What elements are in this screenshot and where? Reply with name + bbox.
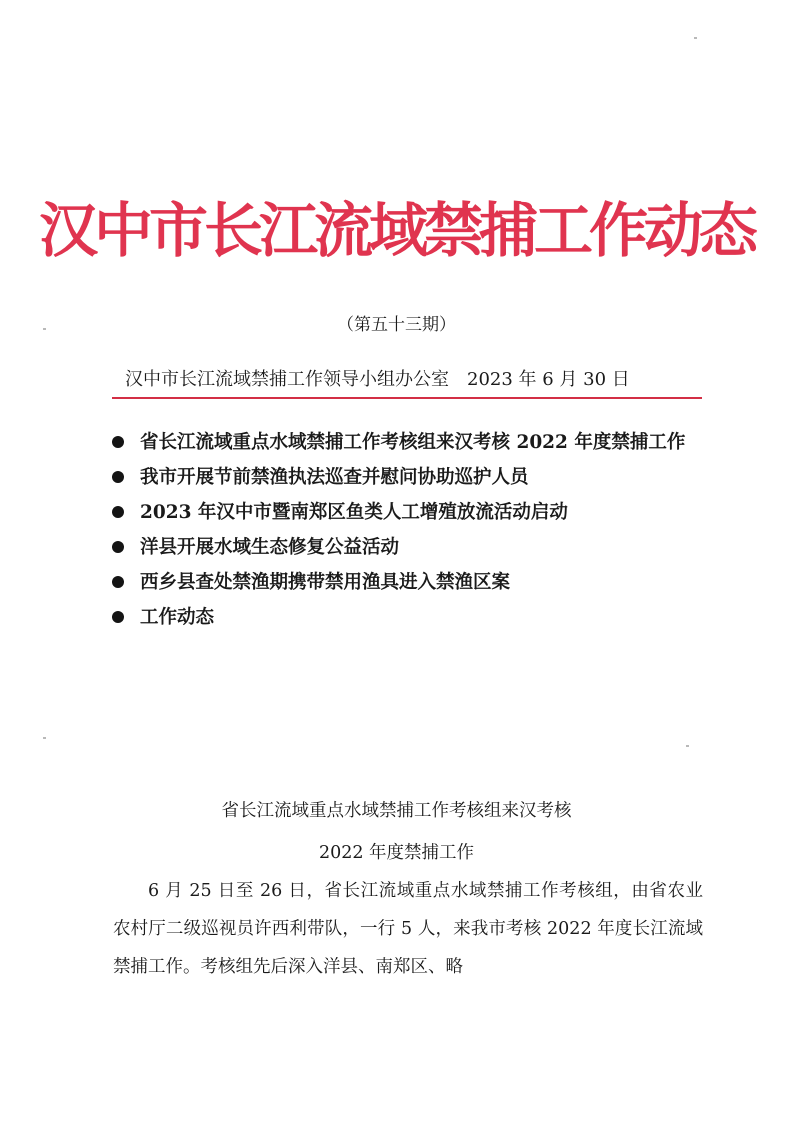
contents-item bbox=[112, 425, 704, 460]
article-title-line-2: 2022 年度禁捕工作 bbox=[318, 843, 475, 863]
publisher-name: 汉中市长江流域禁捕工作领导小组办公室 bbox=[125, 369, 449, 390]
contents-item-text: 工作动态 bbox=[140, 607, 215, 628]
bullet-icon bbox=[112, 576, 124, 588]
contents-item bbox=[112, 530, 704, 565]
scan-speck bbox=[43, 328, 46, 330]
contents-item bbox=[112, 565, 704, 600]
contents-item bbox=[112, 495, 704, 530]
bullet-icon bbox=[112, 541, 124, 553]
red-divider-rule bbox=[112, 397, 702, 399]
scan-speck bbox=[43, 737, 46, 739]
contents-item bbox=[112, 460, 704, 495]
contents-item-text: 2023 年汉中市暨南郑区鱼类人工增殖放流活动启动 bbox=[140, 502, 568, 523]
issue-date: 2023 年 6 月 30 日 bbox=[467, 369, 630, 390]
bullet-icon bbox=[112, 471, 124, 483]
contents-list bbox=[112, 425, 704, 635]
scan-speck bbox=[694, 37, 697, 39]
scan-speck bbox=[686, 745, 689, 747]
issue-number: （第五十三期） bbox=[337, 315, 456, 335]
bullet-icon bbox=[112, 436, 124, 448]
contents-item-text: 我市开展节前禁渔执法巡查并慰问协助巡护人员 bbox=[140, 467, 529, 488]
contents-item bbox=[112, 600, 704, 635]
masthead-title: 汉中市长江流域禁捕工作动态 bbox=[38, 196, 754, 265]
article-body: 6 月 25 日至 26 日，省长江流域重点水域禁捕工作考核组，由省农业农村厅二级巡视员许西利带队，一行 5 人，来我市考核 2022 年度长江流域禁捕工作。考核组先后深入洋县、南郑区、略 bbox=[113, 881, 703, 977]
bullet-icon bbox=[112, 611, 124, 623]
contents-item-text: 西乡县查处禁渔期携带禁用渔具进入禁渔区案 bbox=[140, 572, 511, 593]
contents-item-text: 省长江流域重点水域禁捕工作考核组来汉考核 2022 年度禁捕工作 bbox=[140, 432, 686, 453]
publisher-line bbox=[125, 369, 630, 391]
bullet-icon bbox=[112, 506, 124, 518]
article-title-line-1: 省长江流域重点水域禁捕工作考核组来汉考核 bbox=[221, 801, 572, 821]
contents-item-text: 洋县开展水域生态修复公益活动 bbox=[140, 537, 400, 558]
